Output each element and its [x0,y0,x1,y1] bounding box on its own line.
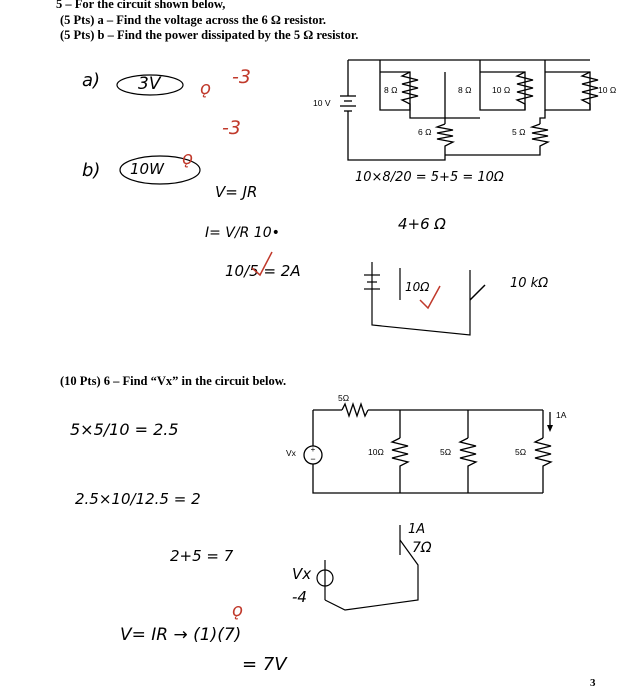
p6-current-label: 1A [556,410,567,420]
problem5-part-a: (5 Pts) a – Find the voltage across the 6 Ω resistor. [60,13,327,27]
hw-a-mark: ǫ [200,78,212,99]
page-number: 3 [590,677,596,689]
p5-r5-label: 5 Ω [512,127,526,137]
hw-calc2: 4+6 Ω [398,215,446,233]
problem5-part-b: (5 Pts) b – Find the power dissipated by the 5 Ω resistor. [60,28,359,42]
p5-r1-label: 8 Ω [384,85,398,95]
hw-p6-frac2: 2.5×10/12.5 = 2 [75,490,201,508]
hw-p6-vir: V= IR → (1)(7) [120,625,242,645]
p5-r6-label: 10 Ω [598,85,617,95]
hw-p6-frac: 5×5/10 = 2.5 [70,420,179,439]
problem5-heading: 5 – For the circuit shown below, [56,0,226,11]
hw-p6-mark: ǫ [232,600,244,621]
p5-r3-label: 8 Ω [458,85,472,95]
hw-v-eq: V= JR [215,183,258,201]
hw-a-mark2: -3 [222,117,241,139]
hw-p6-sum: 2+5 = 7 [170,547,234,565]
hw-b-mark: ǫ [182,148,194,169]
hw-p6-vx: Vx [292,565,312,583]
p6-r1-label: 10Ω [368,447,384,457]
hw-calc4: 10 kΩ [510,276,549,291]
hw-b-label: b) [82,160,101,181]
hw-frac: 10/5 = 2A [225,262,301,280]
p5-r4-label: 10 Ω [492,85,511,95]
hw-p6-neg: -4 [292,588,307,606]
hw-a-answer: 3V [138,74,161,94]
hw-a-label: a) [82,70,101,91]
p6-source-label: Vx [286,448,296,458]
p5-r2-label: 6 Ω [418,127,432,137]
problem6-heading: (10 Pts) 6 – Find “Vx” in the circuit below. [60,374,287,388]
hw-calc1: 10×8/20 = 5+5 = 10Ω [355,170,504,185]
hw-p6-1a: 1A [408,522,426,537]
hw-p6-ans: = 7V [242,654,287,675]
hw-i-eq: I= V/R 10• [205,225,280,241]
p5-source-label: 10 V [313,98,331,108]
hw-a-mark1: -3 [232,66,251,88]
p6-r2-label: 5Ω [440,447,452,457]
hw-calc3: 10Ω [405,280,430,294]
hw-p6-7: 7Ω [412,540,432,556]
p6-r-series-label: 5Ω [338,393,350,403]
svg-text:−: − [310,454,316,464]
svg-text:+: + [310,445,316,454]
hw-b-answer: 10W [130,160,164,178]
p6-r3-label: 5Ω [515,447,527,457]
